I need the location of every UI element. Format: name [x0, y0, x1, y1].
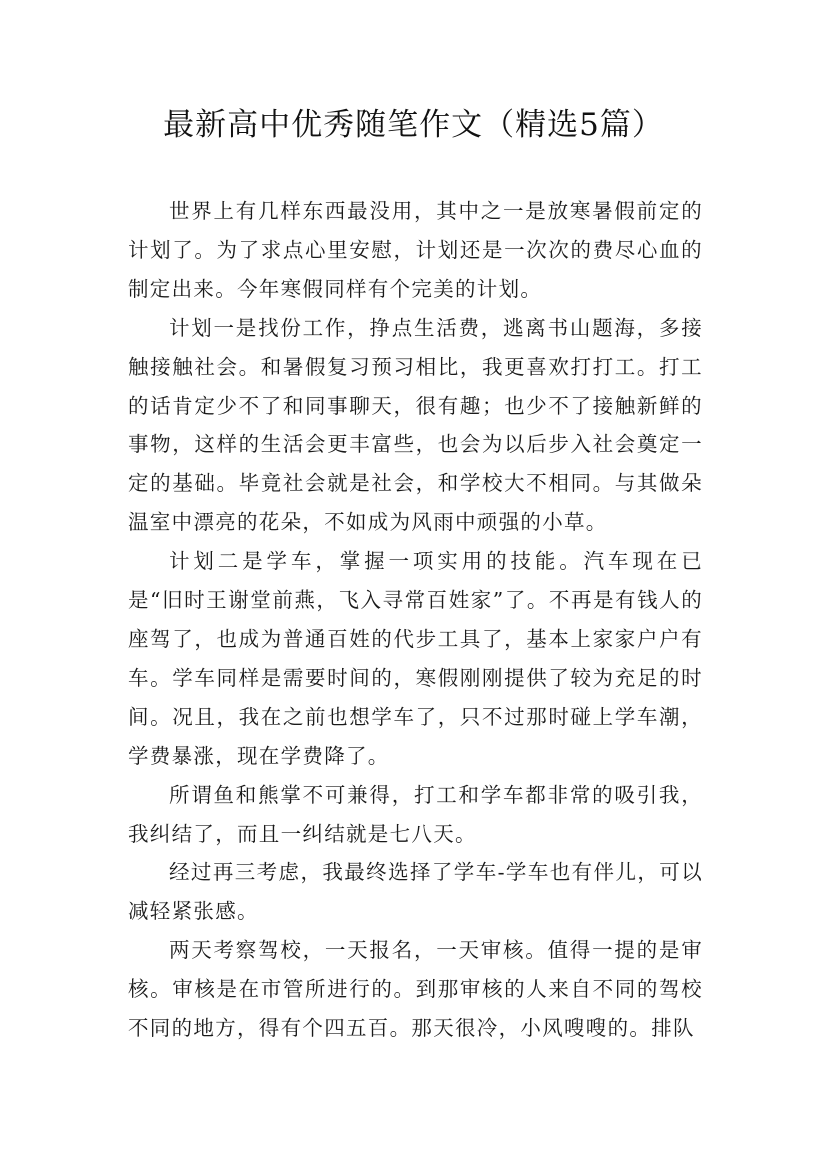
document-title: 最新高中优秀随笔作文（精选5篇）: [163, 107, 664, 143]
paragraph-4: 所谓鱼和熊掌不可兼得，打工和学车都非常的吸引我，我纠结了，而且一纠结就是七八天。: [128, 782, 703, 846]
paragraph-6: 两天考察驾校，一天报名，一天审核。值得一提的是审核。审核是在市管所进行的。到那审核的人来自不同的驾校不同的地方，得有个四五百。那天很冷，小风嗖嗖的。排队: [128, 938, 703, 1041]
paragraph-2: 计划一是找份工作，挣点生活费，逃离书山题海，多接触接触社会。和暑假复习预习相比，我更喜欢打打工。打工的话肯定少不了和同事聊天，很有趣；也少不了接触新鲜的事物，这样的生活会更丰富些，也会为以后步入社会奠定一定的基础。毕竟社会就是社会，和学校大不相同。与其做朵温室中漂亮的花朵，不如成为风雨中顽强的小草。: [128, 315, 703, 535]
paragraph-1: 世界上有几样东西最没用，其中之一是放寒暑假前定的计划了。为了求点心里安慰，计划还是一次次的费尽心血的制定出来。今年寒假同样有个完美的计划。: [128, 199, 703, 301]
paragraph-3: 计划二是学车，掌握一项实用的技能。汽车现在已是“旧时王谢堂前燕，飞入寻常百姓家”了。不再是有钱人的座驾了，也成为普通百姓的代步工具了，基本上家家户户有车。学车同样是需要时间的，寒假刚刚提供了较为充足的时间。况且，我在之前也想学车了，只不过那时碰上学车潮，学费暴涨，现在学费降了。: [128, 549, 703, 768]
document-body: [128, 192, 703, 1048]
paragraph-5: 经过再三考虑，我最终选择了学车-学车也有伴儿，可以减轻紧张感。: [128, 860, 703, 924]
